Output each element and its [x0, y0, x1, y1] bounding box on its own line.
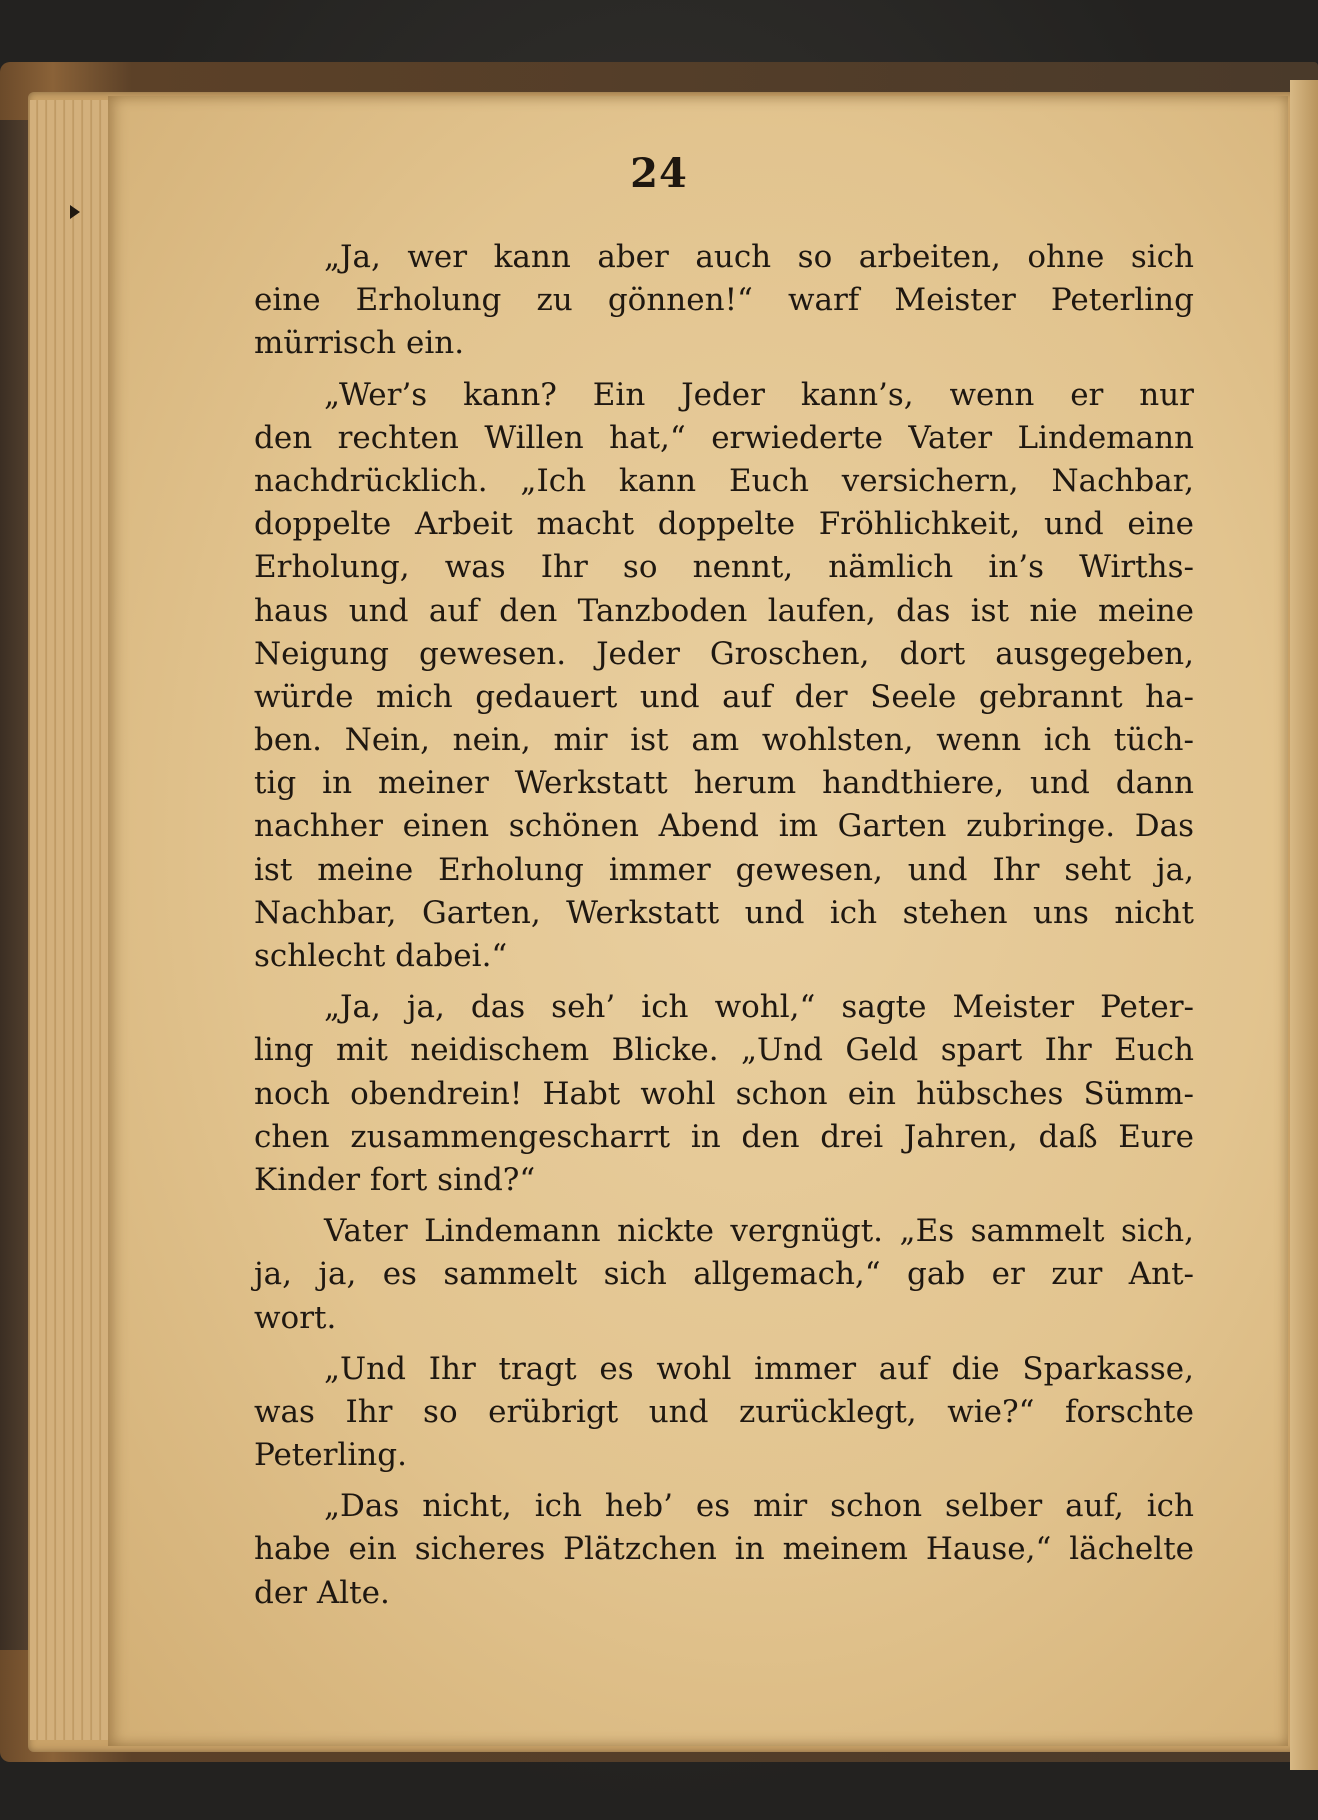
text-line: habe ein sicheres Plätzchen in meinem Hause,“ lächelte [254, 1531, 1194, 1568]
text-line: „Ja, wer kann aber auch so arbeiten, ohne sich [324, 239, 1194, 275]
text-line: den rechten Willen hat,“ erwiederte Vater Lindemann [254, 419, 1194, 456]
text-line: ben. Nein, nein, mir ist am wohlsten, wenn ich tüch- [254, 722, 1194, 759]
text-line: Vater Lindemann nickte vergnügt. „Es sammelt sich, [324, 1213, 1194, 1250]
text-line: würde mich gedauert und auf der Seele gebrannt ha- [254, 678, 1194, 715]
text-line: Erholung, was Ihr so nennt, nämlich in’s Wirths- [254, 549, 1194, 586]
text-line: schlecht dabei.“ [254, 938, 508, 974]
text-line: der Alte. [254, 1574, 390, 1611]
text-line: haus und auf den Tanzboden laufen, das ist nie meine [254, 592, 1194, 629]
text-line: Kinder fort sind?“ [254, 1161, 536, 1198]
text-line: nachher einen schönen Abend im Garten zubringe. Das [254, 808, 1194, 845]
text-line: nachdrücklich. „Ich kann Euch versichern, Nachbar, [254, 462, 1194, 499]
text-line: ling mit neidischem Blicke. „Und Geld spart Ihr Euch [254, 1032, 1194, 1069]
text-line: Nachbar, Garten, Werkstatt und ich stehen uns nicht [254, 894, 1194, 931]
text-line: „Und Ihr tragt es wohl immer auf die Sparkasse, [324, 1350, 1194, 1387]
text-line: Neigung gewesen. Jeder Groschen, dort ausgegeben, [254, 635, 1194, 672]
right-page-edge [1290, 80, 1318, 1770]
page-number: 24 [630, 150, 688, 197]
text-line: Peterling. [254, 1437, 407, 1474]
text-line: „Das nicht, ich heb’ es mir schon selber auf, ich [324, 1488, 1194, 1525]
text-line: wort. [254, 1299, 337, 1336]
page-edges [30, 100, 120, 1740]
text-line: tig in meiner Werkstatt herum handthiere, und dann [254, 765, 1194, 802]
text-line: ja, ja, es sammelt sich allgemach,“ gab er zur Ant- [254, 1256, 1194, 1293]
page-text [254, 236, 1194, 1615]
text-line: ist meine Erholung immer gewesen, und Ihr seht ja, [254, 851, 1194, 888]
text-line: mürrisch ein. [254, 325, 465, 362]
text-line: „Wer’s kann? Ein Jeder kann’s, wenn er nur [324, 376, 1194, 413]
text-line: „Ja, ja, das seh’ ich wohl,“ sagte Meister Peter- [324, 989, 1194, 1026]
text-line: chen zusammengescharrt in den drei Jahren, daß Eure [254, 1118, 1194, 1155]
text-line: eine Erholung zu gönnen!“ warf Meister Peterling [254, 282, 1194, 319]
text-line: doppelte Arbeit macht doppelte Fröhlichkeit, und eine [254, 506, 1194, 543]
text-line: was Ihr so erübrigt und zurücklegt, wie?“ forschte [254, 1393, 1194, 1430]
text-line: noch obendrein! Habt wohl schon ein hübsches Sümm- [254, 1075, 1194, 1112]
